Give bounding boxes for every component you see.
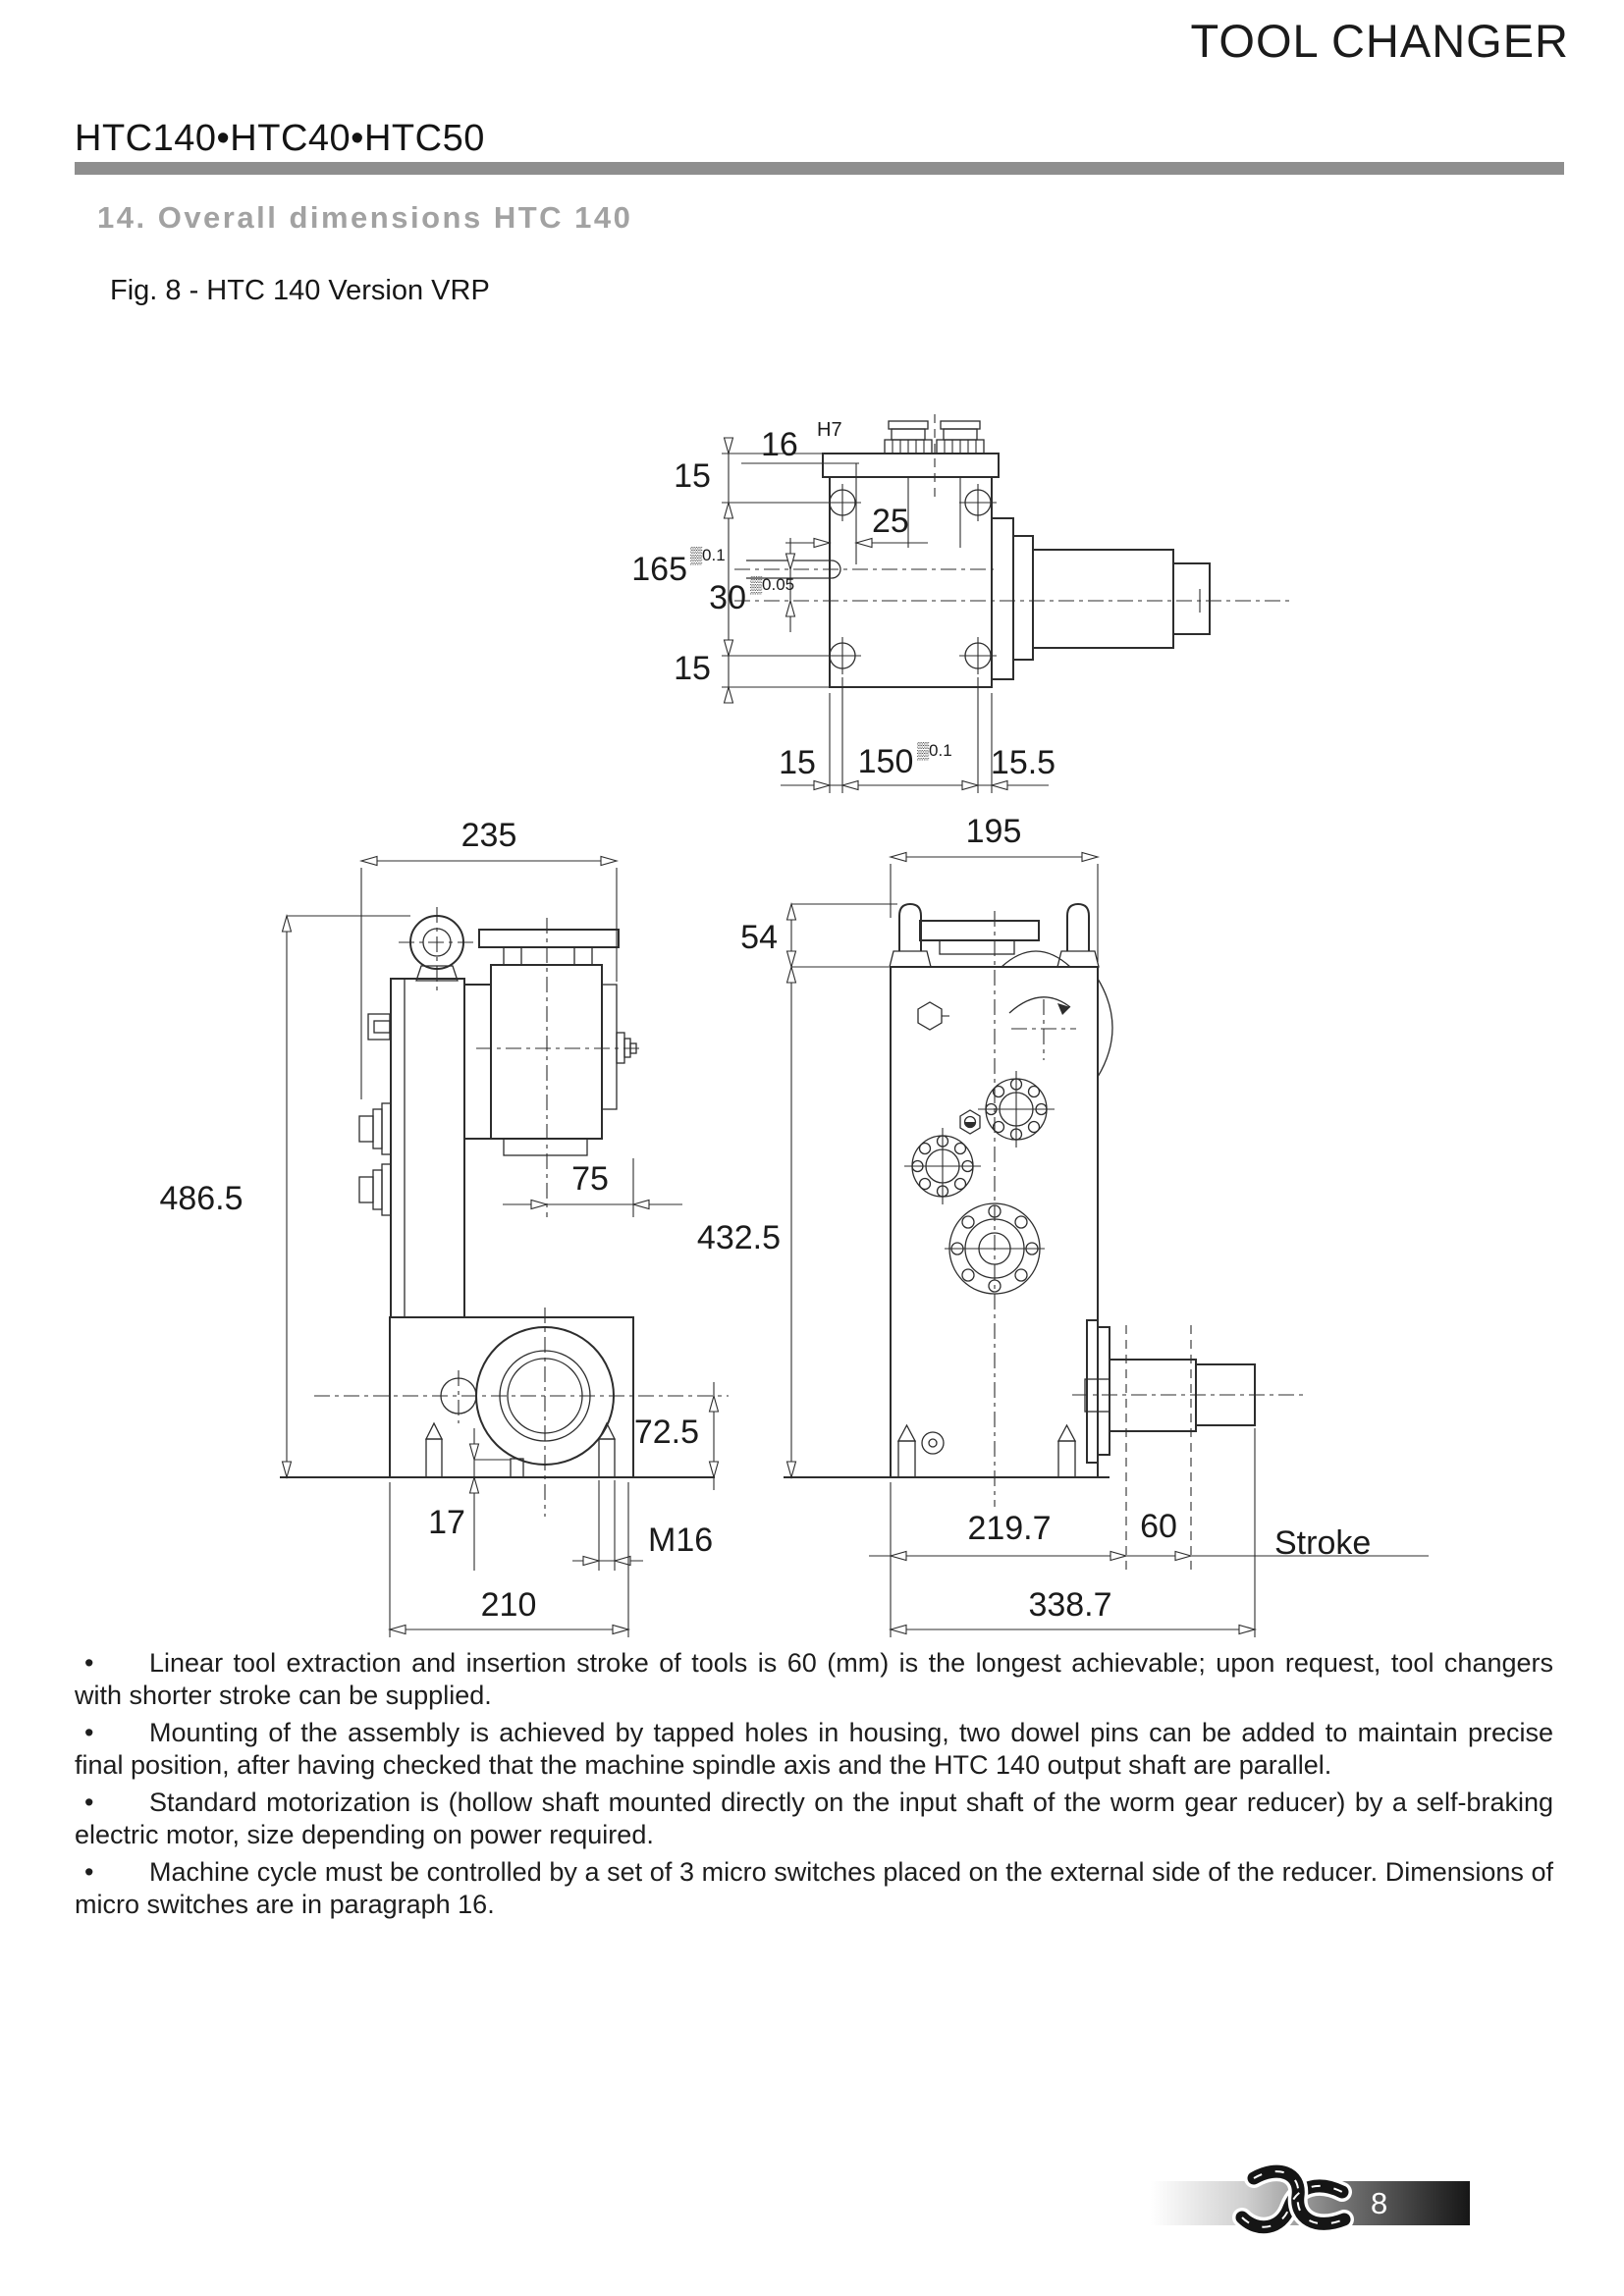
note-item	[75, 1787, 1553, 1851]
dim-chain-left	[722, 438, 830, 703]
dim-486-label: 486.5	[159, 1180, 244, 1217]
output-shaft-front	[1072, 1320, 1306, 1571]
dim-30-label: 30	[709, 579, 746, 616]
dim-165: 165	[631, 551, 687, 588]
bullet-marker: •	[84, 1718, 94, 1747]
dim-base-150: 150	[857, 743, 914, 780]
bolt-holes	[824, 484, 997, 674]
dim-54-432	[787, 904, 898, 1477]
output-shaft-top	[992, 518, 1210, 679]
note-text: Mounting of the assembly is achieved by tapped holes in housing, two dowel pins can be added to maintain precise final position, after having checked that the machine spindle axis and the HTC 140 output shaft are parallel.	[75, 1718, 1553, 1780]
dim-30-tol: ▒0.05	[750, 575, 795, 594]
side-view-drawing	[159, 817, 729, 1637]
dim-m16-label: M16	[648, 1522, 714, 1559]
dim-base-155: 15.5	[990, 744, 1056, 781]
note-item	[75, 1717, 1553, 1782]
note-item	[75, 1647, 1553, 1712]
rotation-arrow	[1009, 997, 1076, 1060]
dim-72	[710, 1382, 719, 1490]
dim-219-label: 219.7	[967, 1510, 1052, 1547]
model-list: HTC140•HTC40•HTC50	[75, 118, 485, 159]
cap-plug-right	[937, 421, 984, 548]
dim-25-label: 25	[872, 503, 909, 540]
dim-base-15: 15	[779, 744, 816, 781]
dim-m16	[572, 1480, 643, 1571]
section-heading: 14. Overall dimensions HTC 140	[97, 200, 633, 235]
bullet-marker: •	[84, 1857, 94, 1887]
hex-plug	[918, 1002, 949, 1030]
note-item	[75, 1856, 1553, 1921]
dim-54-label: 54	[740, 919, 778, 956]
notes-list	[75, 1647, 1553, 1926]
motor-side	[476, 918, 643, 1217]
note-text: Linear tool extraction and insertion stroke of tools is 60 (mm) is the longest achievable; upon request, tool changers with shorter stroke can be supplied.	[75, 1648, 1553, 1710]
dim-72-label: 72.5	[633, 1414, 699, 1451]
dim-165-tol: ▒0.1	[690, 546, 726, 564]
dim-17-label: 17	[428, 1504, 465, 1541]
top-view-drawing	[631, 414, 1294, 793]
small-plug	[960, 1110, 980, 1134]
dim-16-fit: H7	[817, 419, 842, 441]
output-hub-side	[314, 1308, 729, 1517]
dim-432-label: 432.5	[696, 1219, 781, 1256]
dim-60-label: 60	[1140, 1508, 1177, 1545]
dim-15-top: 15	[674, 457, 711, 495]
dim-16-label: 16	[761, 426, 798, 463]
side-bolts	[359, 1103, 391, 1215]
flange-bottom	[945, 1203, 1045, 1294]
flange-left	[904, 1128, 981, 1204]
front-view-drawing	[697, 813, 1429, 1637]
brand-logo-icon	[1220, 2159, 1368, 2247]
dim-75-label: 75	[571, 1160, 609, 1198]
dim-15-bottom: 15	[674, 650, 711, 687]
dim-17	[470, 1428, 512, 1571]
figure-caption: Fig. 8 - HTC 140 Version VRP	[110, 275, 490, 306]
dim-210-label: 210	[480, 1586, 537, 1624]
dim-235-label: 235	[460, 817, 517, 854]
bullet-marker: •	[84, 1648, 94, 1678]
note-text: Machine cycle must be controlled by a set of 3 micro switches placed on the external side of the reducer. Dimensions of micro switches are in paragraph 16.	[75, 1857, 1553, 1919]
dim-16h7	[741, 463, 859, 564]
dim-195-label: 195	[965, 813, 1022, 850]
dim-base-150-tol: ▒0.1	[917, 741, 952, 760]
note-text: Standard motorization is (hollow shaft mounted directly on the input shaft of the worm gear reducer) by a self-braking electric motor, size depending on power required.	[75, 1788, 1553, 1849]
foot-bolts-front	[898, 1425, 1075, 1477]
bullet-marker: •	[84, 1788, 94, 1817]
page-number: 8	[1371, 2186, 1388, 2220]
flange-upper	[978, 1071, 1055, 1148]
dim-338-label: 338.7	[1028, 1586, 1112, 1624]
stroke-label: Stroke	[1274, 1524, 1372, 1562]
document-title: TOOL CHANGER	[1190, 15, 1569, 67]
